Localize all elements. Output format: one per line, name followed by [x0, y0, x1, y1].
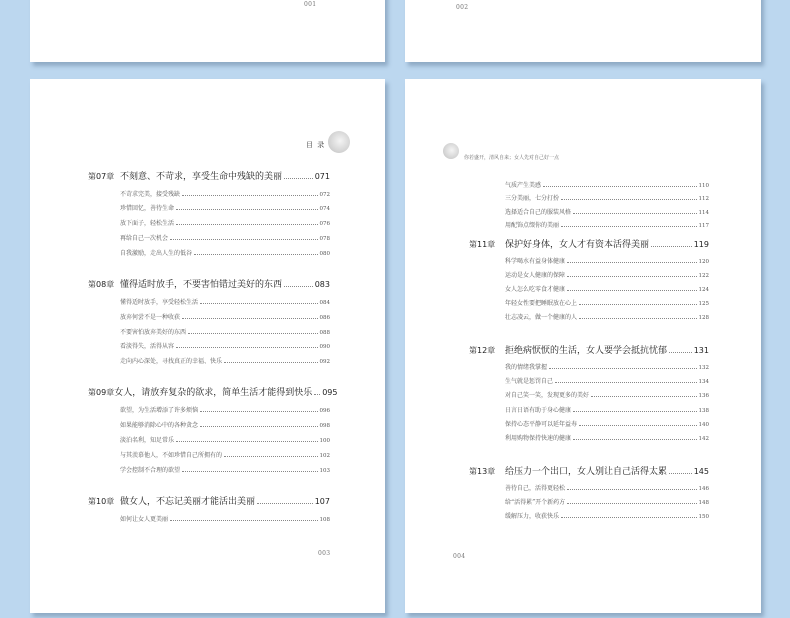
entry-title: 善待自己，活得更轻松 — [505, 485, 566, 492]
entry-title: 欲望，为生活增添了许多烦恼 — [120, 407, 199, 414]
entry-page: 132 — [698, 365, 709, 371]
toc-entry[interactable] — [120, 297, 330, 306]
entry-page: 120 — [698, 259, 709, 265]
chapter-page: 107 — [314, 497, 330, 506]
toc-entry[interactable] — [120, 405, 330, 414]
entry-page: 146 — [698, 486, 709, 492]
chapter-title: 做女人，不忘记美丽才能活出美丽 — [120, 497, 256, 507]
chapter-heading[interactable] — [469, 464, 709, 477]
entry-page: 080 — [319, 251, 330, 257]
leader-dots — [567, 290, 696, 291]
leader-dots — [567, 489, 696, 490]
leader-dots — [669, 473, 692, 474]
decorative-circle-icon — [443, 143, 459, 159]
chapter-heading[interactable] — [88, 277, 330, 290]
entry-title: 给“活得累”开个新药方 — [505, 499, 566, 506]
entry-title: 不苛求完美，接受残缺 — [120, 191, 181, 198]
entry-page: 138 — [698, 408, 709, 414]
toc-entry[interactable] — [505, 298, 709, 307]
entry-page: 103 — [319, 468, 330, 474]
leader-dots — [561, 517, 696, 518]
running-header: 你若盛开，清风自来；女人先对自己好一点 — [464, 155, 560, 161]
top-right-page — [405, 0, 761, 62]
entry-page: 074 — [319, 206, 330, 212]
chapter-number: 第08章 — [88, 280, 115, 289]
entry-page: 125 — [698, 301, 709, 307]
entry-title: 珍惜回忆，善待生命 — [120, 205, 175, 212]
entry-page: 110 — [698, 183, 709, 189]
leader-dots — [176, 347, 317, 348]
entry-page: 112 — [698, 196, 709, 202]
toc-entry[interactable] — [505, 511, 709, 520]
leader-dots — [314, 394, 320, 395]
toc-entry[interactable] — [120, 356, 330, 365]
page-number: 001 — [304, 1, 317, 8]
toc-entry[interactable] — [120, 233, 330, 242]
leader-dots — [543, 186, 696, 187]
leader-dots — [567, 503, 696, 504]
entry-page: 136 — [698, 393, 709, 399]
entry-page: 096 — [319, 408, 330, 414]
leader-dots — [561, 199, 696, 200]
leader-dots — [555, 382, 696, 383]
leader-dots — [284, 178, 313, 179]
entry-page: 100 — [319, 438, 330, 444]
chapter-title: 不刻意、不苛求，享受生命中残缺的美丽 — [120, 172, 283, 182]
entry-title: 三分美丽，七分打扮 — [505, 195, 560, 202]
chapter-number: 第09章 — [88, 388, 115, 397]
entry-title: 生气就是惩罚自己 — [505, 378, 554, 385]
toc-entry[interactable] — [120, 341, 330, 350]
toc-entry[interactable] — [120, 435, 330, 444]
leader-dots — [200, 303, 317, 304]
entry-page: 117 — [698, 223, 709, 229]
entry-page: 090 — [319, 344, 330, 350]
entry-page: 088 — [319, 330, 330, 336]
toc-entry[interactable] — [120, 248, 330, 257]
entry-title: 淡泊名利，知足常乐 — [120, 437, 175, 444]
leader-dots — [257, 503, 313, 504]
chapter-number: 第10章 — [88, 497, 115, 506]
toc-entry[interactable] — [505, 193, 709, 202]
decorative-circle-icon — [328, 131, 350, 153]
leader-dots — [188, 333, 317, 334]
entry-page: 072 — [319, 192, 330, 198]
toc-entry[interactable] — [505, 419, 709, 428]
chapter-title: 保护好身体，女人才有资本活得美丽 — [505, 240, 650, 250]
entry-page: 078 — [319, 236, 330, 242]
entry-title: 保持心态平静可以延年益寿 — [505, 421, 578, 428]
leader-dots — [182, 195, 317, 196]
chapter-heading[interactable] — [88, 169, 330, 182]
leader-dots — [176, 224, 317, 225]
entry-page: 102 — [319, 453, 330, 459]
entry-title: 壮志凌云，做一个健康的人 — [505, 314, 578, 321]
toc-entry[interactable] — [505, 312, 709, 321]
chapter-title: 拒绝病恹恹的生活，女人要学会抵抗忧郁 — [505, 346, 668, 356]
toc-entry[interactable] — [120, 514, 330, 523]
entry-page: 134 — [698, 379, 709, 385]
leader-dots — [561, 226, 696, 227]
entry-title: 缓解压力，收获快乐 — [505, 513, 560, 520]
toc-entry[interactable] — [120, 465, 330, 474]
leader-dots — [170, 239, 317, 240]
entry-title: 不要害怕放弃美好的东西 — [120, 329, 187, 336]
leader-dots — [579, 318, 696, 319]
leader-dots — [567, 262, 696, 263]
toc-entry[interactable] — [505, 207, 709, 216]
toc-entry[interactable] — [505, 362, 709, 371]
entry-title: 放弃何尝不是一种收获 — [120, 314, 181, 321]
chapter-page: 083 — [314, 280, 330, 289]
entry-title: 运动是女人健康的保障 — [505, 272, 566, 279]
left-toc-page — [30, 79, 385, 613]
entry-title: 科学喝水有益身体健康 — [505, 258, 566, 265]
leader-dots — [170, 520, 317, 521]
chapter-page: 119 — [693, 240, 709, 249]
entry-page: 086 — [319, 315, 330, 321]
toc-entry[interactable] — [505, 390, 709, 399]
toc-entry[interactable] — [120, 189, 330, 198]
leader-dots — [182, 318, 317, 319]
entry-title: 年轻女性要把睡眠放在心上 — [505, 300, 578, 307]
chapter-title: 给压力一个出口，女人别让自己活得太累 — [505, 467, 668, 477]
entry-title: 日言日语有助于身心健康 — [505, 407, 572, 414]
entry-page: 124 — [698, 287, 709, 293]
entry-page: 150 — [698, 514, 709, 520]
entry-page: 128 — [698, 315, 709, 321]
right-toc-page — [405, 79, 761, 613]
toc-entry[interactable] — [505, 284, 709, 293]
chapter-heading[interactable] — [88, 385, 338, 398]
toc-entry[interactable] — [505, 405, 709, 414]
chapter-number: 第13章 — [469, 467, 496, 476]
entry-title: 利用购物保持快速的健康 — [505, 435, 572, 442]
page-number: 002 — [456, 4, 469, 11]
leader-dots — [176, 209, 317, 210]
entry-page: 076 — [319, 221, 330, 227]
entry-title: 用配饰点缀你的美丽 — [505, 222, 560, 229]
page-number: 004 — [453, 553, 466, 560]
chapter-heading[interactable] — [469, 343, 709, 356]
toc-entry[interactable] — [120, 327, 330, 336]
entry-page: 098 — [319, 423, 330, 429]
toc-entry[interactable] — [505, 433, 709, 442]
leader-dots — [284, 286, 313, 287]
leader-dots — [194, 254, 317, 255]
chapter-title: 懂得适时放手，不要害怕错过美好的东西 — [120, 280, 283, 290]
leader-dots — [579, 304, 696, 305]
leader-dots — [549, 368, 696, 369]
entry-title: 懂得适时放手，享受轻松生活 — [120, 299, 199, 306]
entry-page: 092 — [319, 359, 330, 365]
toc-entry[interactable] — [505, 483, 709, 492]
chapter-page: 095 — [322, 388, 338, 397]
toc-entry[interactable] — [120, 218, 330, 227]
toc-entry[interactable] — [505, 256, 709, 265]
leader-dots — [579, 425, 696, 426]
entry-title: 看淡得失，活得从容 — [120, 343, 175, 350]
entry-page: 142 — [698, 436, 709, 442]
chapter-number: 第07章 — [88, 172, 115, 181]
leader-dots — [176, 441, 317, 442]
leader-dots — [573, 439, 696, 440]
leader-dots — [224, 456, 317, 457]
leader-dots — [573, 213, 696, 214]
leader-dots — [573, 411, 696, 412]
entry-title: 学会控制不合理的欲望 — [120, 467, 181, 474]
entry-page: 148 — [698, 500, 709, 506]
entry-title: 放下面子，轻松生活 — [120, 220, 175, 227]
entry-title: 女人怎么吃零食才健康 — [505, 286, 566, 293]
leader-dots — [651, 246, 692, 247]
toc-entry[interactable] — [120, 420, 330, 429]
toc-entry[interactable] — [505, 497, 709, 506]
entry-title: 我的情绪我掌握 — [505, 364, 548, 371]
entry-title: 再给自己一次机会 — [120, 235, 169, 242]
toc-entry[interactable] — [120, 312, 330, 321]
entry-page: 140 — [698, 422, 709, 428]
toc-entry[interactable] — [120, 203, 330, 212]
chapter-number: 第12章 — [469, 346, 496, 355]
entry-title: 对自己笑一笑，发现更多的美好 — [505, 392, 590, 399]
entry-title: 走向内心深处，寻找真正的幸福、快乐 — [120, 358, 223, 365]
page-number: 003 — [318, 550, 331, 557]
entry-title: 如果能够消除心中的各种贪念 — [120, 422, 199, 429]
entry-title: 自我激励，走出人生的低谷 — [120, 250, 193, 257]
toc-entry[interactable] — [505, 220, 709, 229]
chapter-heading[interactable] — [469, 237, 709, 250]
toc-list — [469, 79, 709, 613]
chapter-number: 第11章 — [469, 240, 496, 249]
entry-page: 084 — [319, 300, 330, 306]
toc-label: 目 录 — [306, 141, 326, 149]
leader-dots — [669, 352, 692, 353]
chapter-page: 131 — [693, 346, 709, 355]
leader-dots — [182, 471, 317, 472]
entry-title: 气质产生美感 — [505, 182, 542, 189]
toc-entry[interactable] — [505, 376, 709, 385]
toc-entry[interactable] — [120, 450, 330, 459]
entry-page: 114 — [698, 210, 709, 216]
entry-page: 108 — [319, 517, 330, 523]
toc-list — [88, 79, 338, 613]
entry-title: 如何让女人更美丽 — [120, 516, 169, 523]
chapter-title: 女人，请放弃复杂的欲求，简单生活才能得到快乐 — [114, 388, 313, 398]
leader-dots — [591, 396, 696, 397]
leader-dots — [567, 276, 696, 277]
chapter-page: 145 — [693, 467, 709, 476]
chapter-page: 071 — [314, 172, 330, 181]
toc-entry[interactable] — [505, 270, 709, 279]
leader-dots — [200, 426, 317, 427]
entry-title: 选择适合自己的服装风格 — [505, 209, 572, 216]
entry-page: 122 — [698, 273, 709, 279]
leader-dots — [200, 411, 317, 412]
top-left-page — [30, 0, 385, 62]
toc-entry[interactable] — [505, 180, 709, 189]
entry-title: 与其羡慕他人，不如珍惜自己所拥有的 — [120, 452, 223, 459]
leader-dots — [224, 362, 317, 363]
chapter-heading[interactable] — [88, 494, 330, 507]
